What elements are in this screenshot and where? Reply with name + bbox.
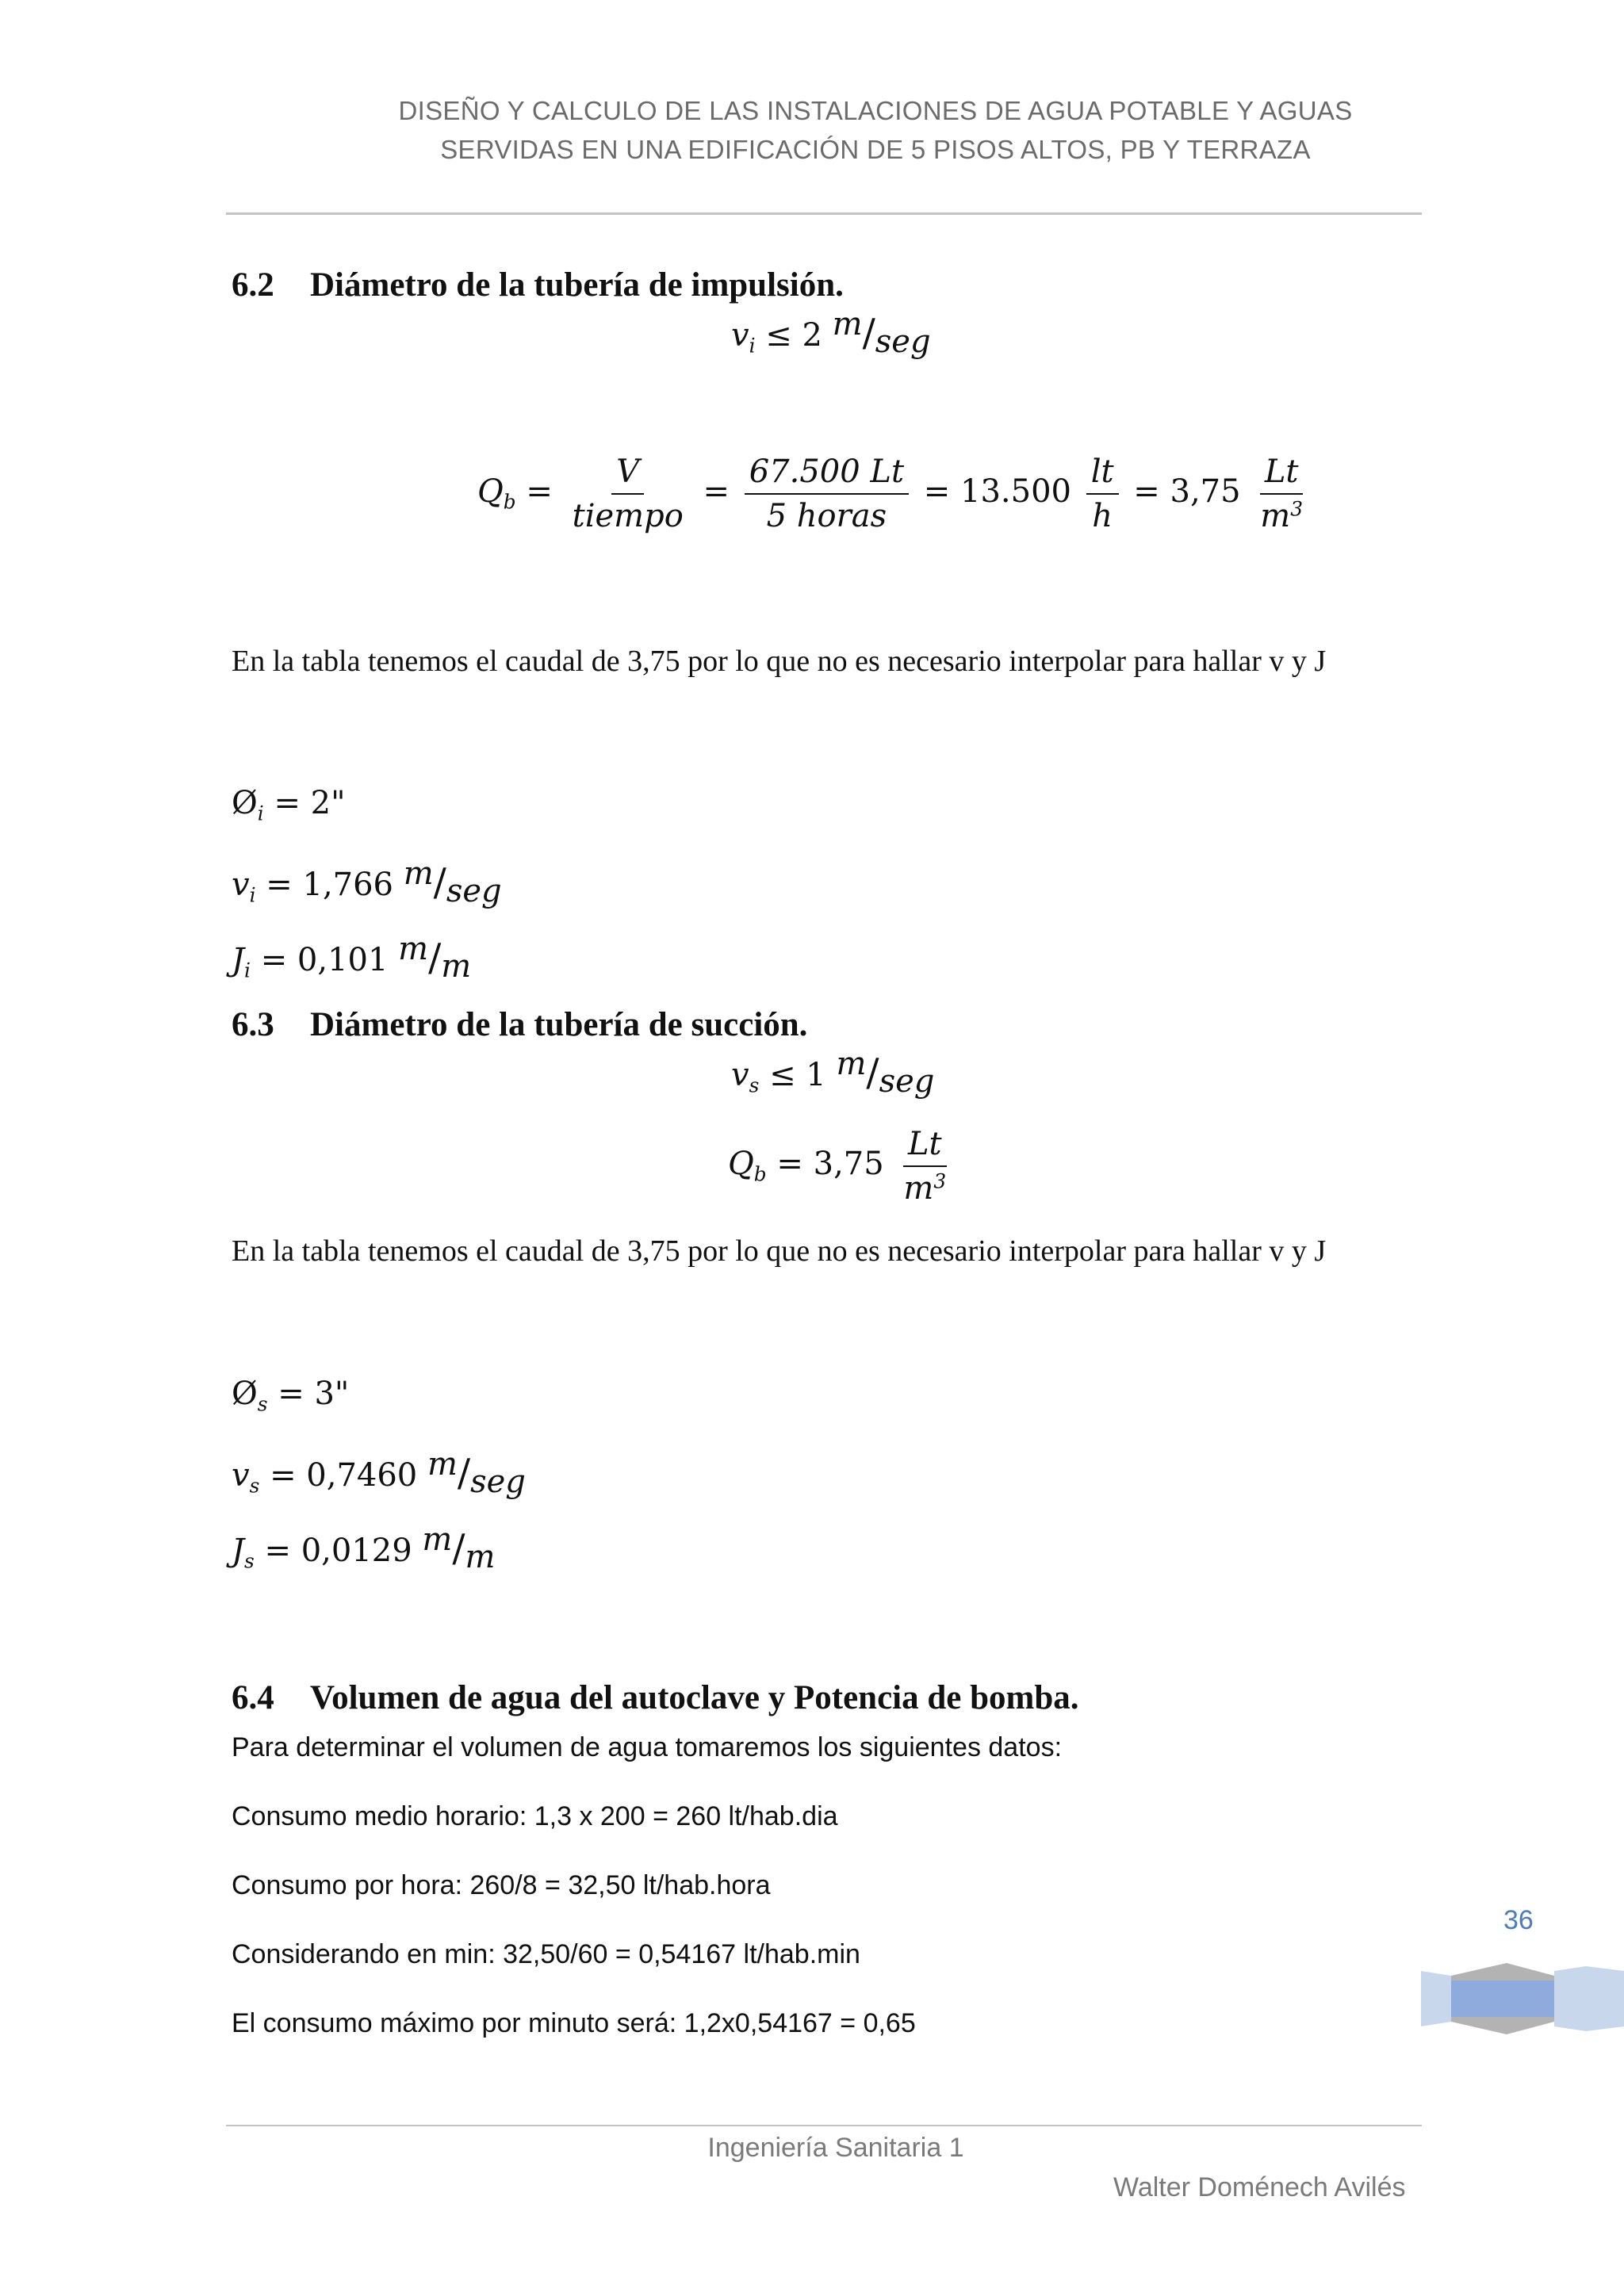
footer-author: Walter Doménech Avilés bbox=[1113, 2172, 1406, 2202]
page-tab-decoration bbox=[1419, 1963, 1624, 2034]
result-diameter-succion: $Ø_s = 3$" bbox=[232, 1376, 350, 1416]
fraction-lt-over-m3: $\frac{Lt}{m^3}$ bbox=[1260, 453, 1304, 534]
body-line-2: Consumo medio horario: 1,3 x 200 = 260 lt/hab.dia bbox=[232, 1801, 838, 1831]
body-line-4: Considerando en min: 32,50/60 = 0,54167 lt/hab.min bbox=[232, 1939, 860, 1969]
running-header-line-1: DISEÑO Y CALCULO DE LAS INSTALACIONES DE AGUA POTABLE Y AGUAS bbox=[398, 96, 1353, 125]
section-heading-6-3 bbox=[232, 1005, 807, 1044]
result-diameter-impulsion: $Ø_i = 2$" bbox=[232, 785, 346, 825]
result-velocity-succion: $v_s = 0,7460$ m/seg bbox=[232, 1446, 526, 1500]
body-line-1: Para determinar el volumen de agua tomaremos los siguientes datos: bbox=[232, 1732, 1063, 1762]
lhs: Q bbox=[477, 473, 504, 510]
section-number: 6.2 bbox=[232, 266, 274, 304]
result-velocity-impulsion: $v_i = 1,766$ m/seg bbox=[232, 855, 502, 909]
tab-right-light bbox=[1554, 1966, 1624, 2031]
note-impulsion: En la tabla tenemos el caudal de 3,75 por lo que no es necesario interpolar para hallar v y J bbox=[232, 645, 1327, 678]
note-succion: En la tabla tenemos el caudal de 3,75 por lo que no es necesario interpolar para hallar v y J bbox=[232, 1234, 1327, 1268]
footer-rule bbox=[226, 2125, 1422, 2126]
section-title: Volumen de agua del autoclave y Potencia de bomba. bbox=[310, 1679, 1079, 1716]
fraction-lt-over-h: $\frac{lt}{h}$ bbox=[1086, 453, 1119, 534]
subscript: i bbox=[749, 334, 756, 358]
fraction-volume-over-hours: $\frac{67.500 Lt}{\text{5 horas}}$ bbox=[745, 453, 909, 534]
page-number: 36 bbox=[1503, 1905, 1534, 1935]
var: v bbox=[731, 317, 749, 354]
running-header-line-2: SERVIDAS EN UNA EDIFICACIÓN DE 5 PISOS ALTOS, PB Y TERRAZA bbox=[440, 135, 1311, 164]
result-headloss-succion: $J_s = 0,0129$ m/m bbox=[232, 1521, 496, 1575]
tab-left-light bbox=[1421, 1971, 1451, 2026]
section-heading-6-4 bbox=[232, 1678, 1079, 1717]
fraction-v-over-tiempo: $\frac{V}{\text{tiempo}}$ bbox=[572, 453, 684, 534]
body-line-3: Consumo por hora: 260/8 = 32,50 lt/hab.hora bbox=[232, 1870, 771, 1900]
result-headloss-impulsion: $J_i = 0,101$ m/m bbox=[232, 931, 472, 985]
section-title: Diámetro de la tubería de impulsión. bbox=[310, 266, 844, 304]
velocity-condition-succion: $v_s \le 1$ m/seg bbox=[731, 1046, 935, 1100]
header-rule bbox=[226, 212, 1422, 215]
section-number: 6.3 bbox=[232, 1006, 274, 1043]
velocity-condition-impulsion bbox=[731, 306, 931, 360]
tab-blue-center bbox=[1451, 1980, 1554, 2017]
footer-course-title: Ingeniería Sanitaria 1 bbox=[707, 2133, 964, 2163]
flow-equation: $Q_b$ = $\frac{V}{\text{tiempo}}$ = $\frac{67.500 Lt}{\text{5 horas}}$ = 13.500 $\frac{lt}{h}$ = 3,75 $\frac{Lt}{m^3}$ bbox=[477, 453, 1312, 534]
unit-fraction: m/seg bbox=[832, 306, 931, 360]
section-heading-6-2 bbox=[232, 266, 844, 304]
operator-value: ≤ 2 bbox=[765, 317, 822, 354]
body-line-5: El consumo máximo por minuto será: 1,2x0,54167 = 0,65 bbox=[232, 2008, 916, 2038]
section-number: 6.4 bbox=[232, 1679, 274, 1716]
section-title: Diámetro de la tubería de succión. bbox=[310, 1006, 808, 1043]
flow-value-succion: $Q_b = 3,75$ $\frac{Lt}{m^3}$ bbox=[728, 1126, 947, 1207]
